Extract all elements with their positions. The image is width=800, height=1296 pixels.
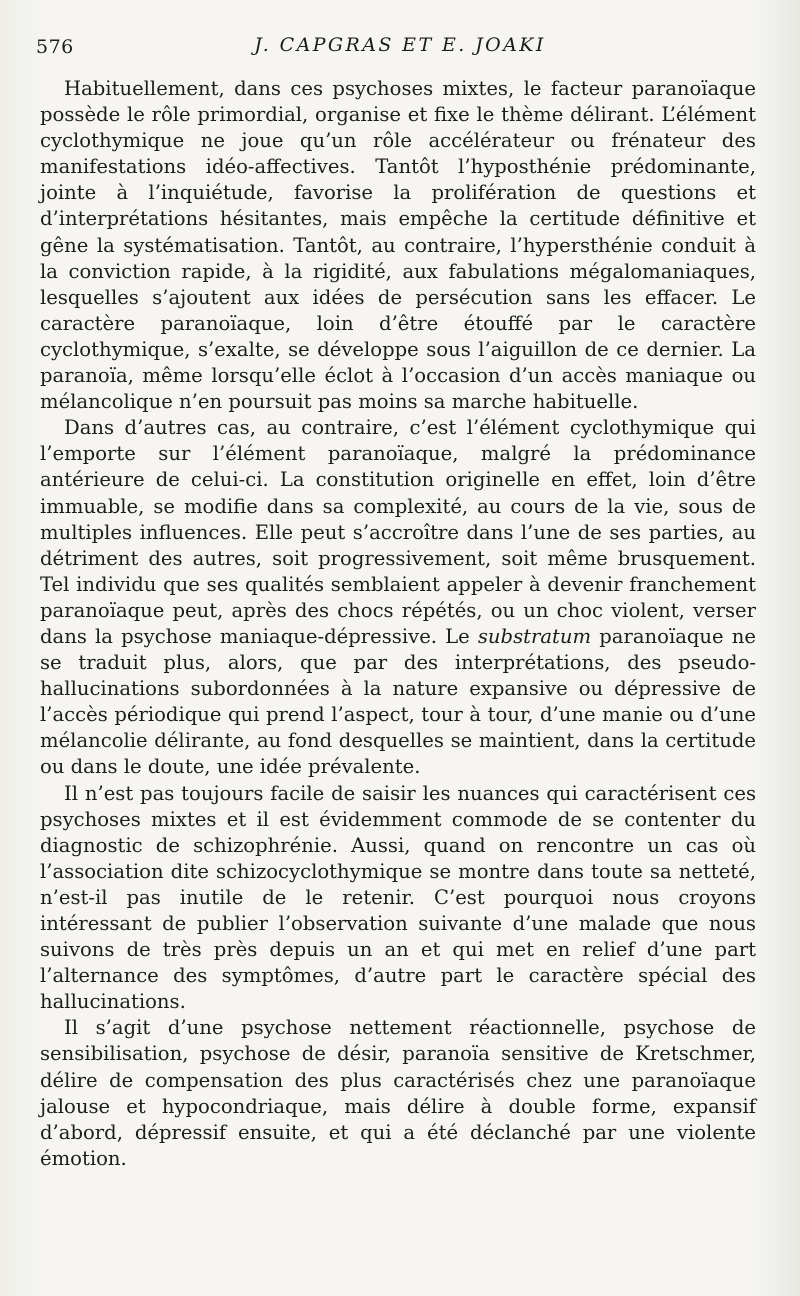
running-title: J. CAPGRAS ET E. JOAKI xyxy=(254,34,546,56)
paragraph-text: Dans d’autres cas, au contraire, c’est l’élément cyclothymique qui l’emporte sur l’élément paranoïaque, malgré la prédominance antérieure de celui-ci. La constitution originelle en effet, loin d’être immuable, se modifie dans sa complexité, au cours de la vie, sous de multiples influences. Elle peut s’accroître dans l’une de ses parties, au détriment des autres, soit progressivement, soit même brusquement. Tel individu que ses qualités semblaient appeler à devenir franchement paranoïaque peut, après des chocs répétés, ou un choc violent, verser dans la psychose maniaque-dépressive. Le xyxy=(40,416,756,648)
paragraph-text: Habituellement, dans ces psychoses mixtes, le facteur paranoïaque possède le rôle primordial, organise et fixe le thème délirant. L’élément cyclothymique ne joue qu’un rôle accélérateur ou frénateur des manifestations idéo-affectives. Tantôt l’hyposthénie prédominante, jointe à l’inquiétude, favorise la prolifération de questions et d’interprétations hésitantes, mais empêche la certitude définitive et gêne la systématisation. Tantôt, au contraire, l’hypersthénie conduit à la conviction rapide, à la rigidité, aux fabulations mégalomaniaques, lesquelles s’ajoutent aux idées de persécution sans les effacer. Le caractère paranoïaque, loin d’être étouffé par le caractère cyclothymique, s’exalte, se développe sous l’aiguillon de ce dernier. La paranoïa, même lorsqu’elle éclot à l’occasion d’un accès maniaque ou mélancolique n’en poursuit pas moins sa marche habituelle. xyxy=(40,77,756,414)
italic-term: substratum xyxy=(477,624,592,648)
paragraph-text: Il s’agit d’une psychose nettement réactionnelle, psychose de sensibilisation, psychose de désir, paranoïa sensitive de Kretschmer, délire de compensation des plus caractérisés chez une paranoïaque jalouse et hypocondriaque, mais délire à double forme, expansif d’abord, dépressif ensuite, et qui a été déclanché par une violente émotion. xyxy=(40,1016,756,1170)
page-number: 576 xyxy=(36,36,74,58)
page-header xyxy=(36,30,764,60)
paragraph-text: Il n’est pas toujours facile de saisir les nuances qui caractérisent ces psychoses mixtes et il est évidemment commode de se contenter du diagnostic de schizophrénie. Aussi, quand on rencontre un cas où l’association dite schizocyclothymique se montre dans toute sa netteté, n’est-il pas inutile de le retenir. C’est pourquoi nous croyons intéressant de publier l’observation suivante d’une malade que nous suivons de très près depuis un an et qui met en relief d’une part l’alternance des symptômes, d’autre part le caractère spécial des hallucinations. xyxy=(40,781,756,1014)
body-text xyxy=(40,76,756,1172)
paragraph xyxy=(40,76,756,415)
paragraph xyxy=(40,415,756,780)
paragraph-text: paranoïaque ne se traduit plus, alors, que par des interprétations, des pseudo-hallucinations subordonnées à la nature expansive ou dépressive de l’accès périodique qui prend l’aspect, tour à tour, d’une manie ou d’une mélancolie délirante, au fond desquelles se maintient, dans la certitude ou dans le doute, une idée prévalente. xyxy=(40,624,756,779)
paragraph xyxy=(40,781,756,1016)
paragraph xyxy=(40,1015,756,1172)
